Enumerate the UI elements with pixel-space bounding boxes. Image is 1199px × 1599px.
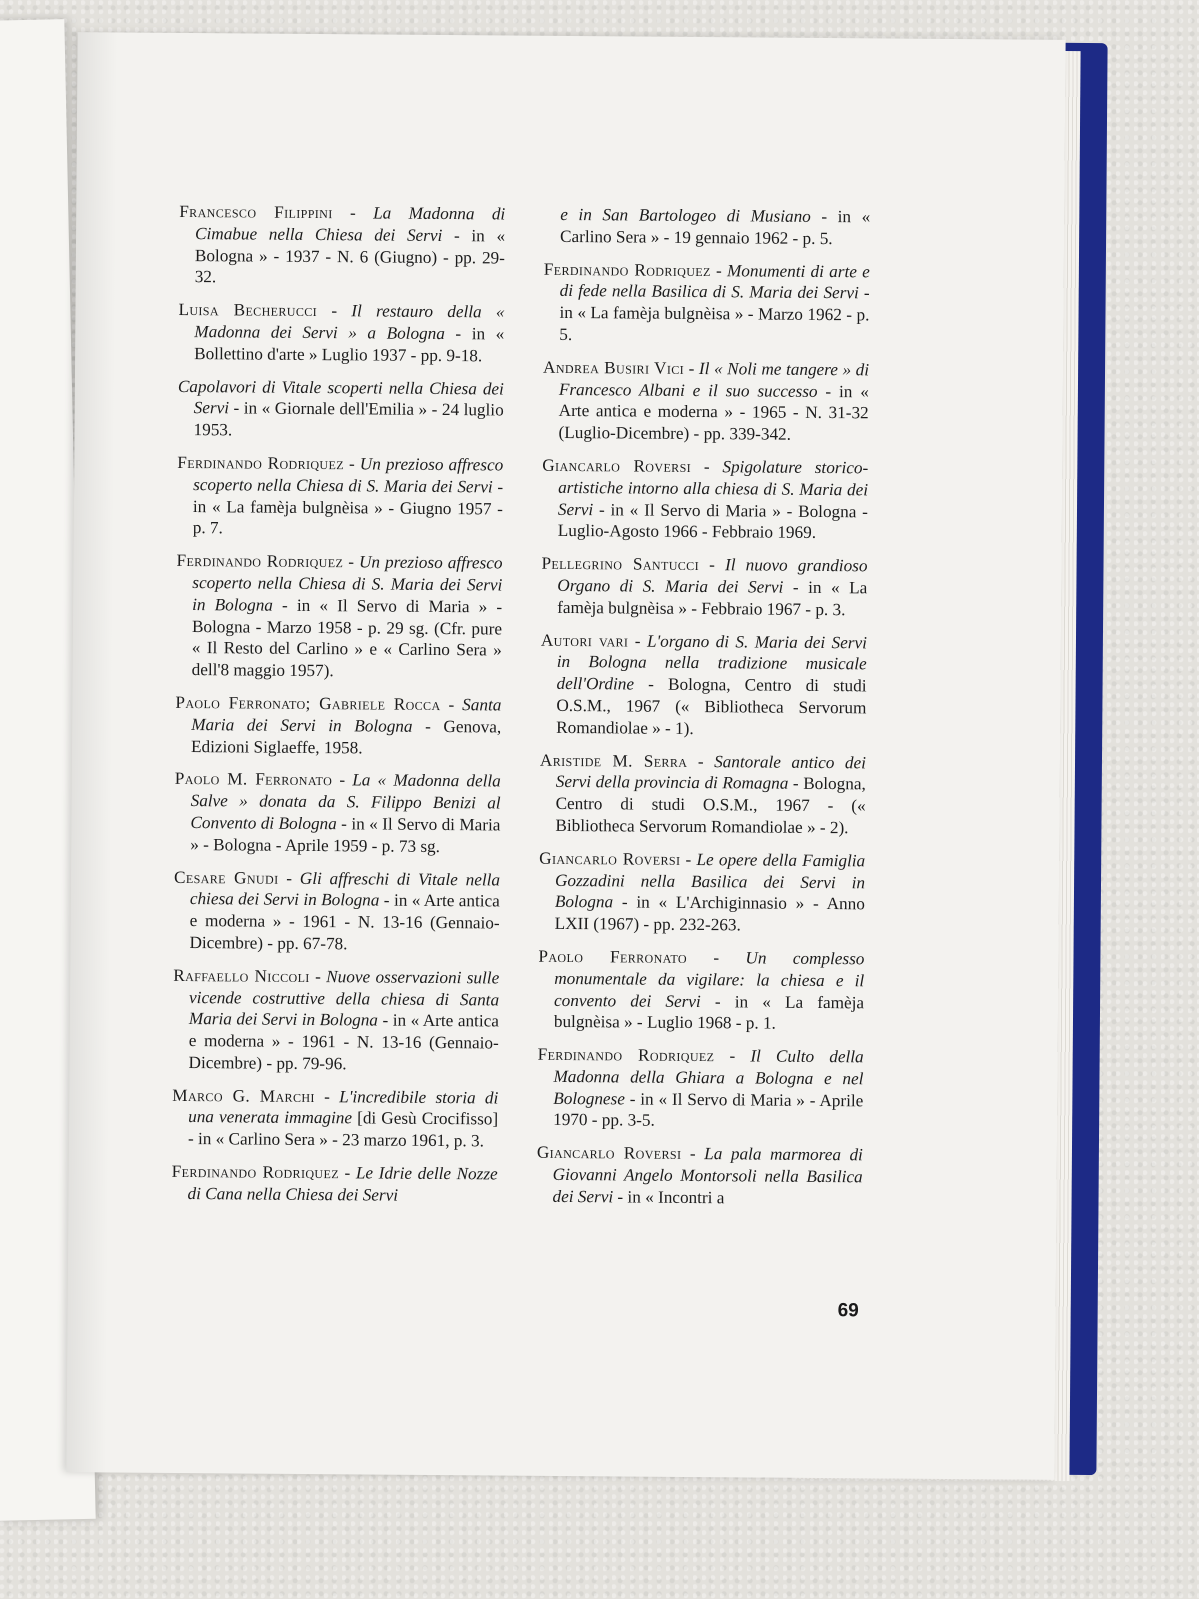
entry-title: Gli affreschi di Vitale nella chiesa dei Servi in Bologna [189, 868, 501, 910]
entry-separator: - [687, 751, 715, 771]
entry-separator: - [343, 552, 360, 572]
entry-separator: - [332, 203, 374, 223]
page-number: 69 [837, 1300, 859, 1322]
entry-details: - in « Bologna » - 1937 - N. 6 (Giugno) - pp. 29-32. [194, 225, 506, 287]
entry-author: Autori vari [540, 630, 629, 651]
bibliography-entry [539, 749, 866, 839]
entry-title: La pala marmorea di Giovanni Angelo Montorsoli nella Basilica dei Servi [552, 1144, 863, 1207]
entry-author: Cesare Gnudi [173, 867, 279, 888]
entry-details: - in « Carlino Sera » - 19 gennaio 1962 - p. 5. [560, 206, 871, 248]
entry-title: La Madonna di Cimabue nella Chiesa dei Servi [195, 203, 506, 245]
entry-separator: - [309, 966, 327, 986]
entry-author: Paolo M. Ferronato [174, 769, 333, 790]
bibliography-entry [537, 1044, 864, 1134]
entry-details: - in « Il Servo di Maria » - Bologna - Luglio-Agosto 1966 - Febbraio 1969. [557, 499, 869, 543]
entry-details: - in « L'Archiginnasio » - Anno LXII (1967) - pp. 232-263. [554, 892, 865, 935]
bibliography-entry [172, 1085, 499, 1153]
entry-separator: - [710, 260, 728, 280]
entry-details: - in « Incontri a [613, 1187, 725, 1208]
entry-details: - in « Il Servo di Maria » - Bologna - Aprile 1959 - p. 73 sg. [190, 814, 501, 856]
bibliography-entry [171, 1161, 497, 1207]
entry-title: Un complesso monumentale da vigilare: la chiesa e il convento dei Servi [554, 948, 865, 1011]
entry-title: Un prezioso affresco scoperto nella Chiesa di S. Maria dei Servi [193, 454, 504, 497]
entry-author: Ferdinando Rodriquez [171, 1161, 340, 1183]
left-column [171, 201, 505, 1218]
entry-author: Giancarlo Roversi [536, 1143, 682, 1164]
bibliography-entry [178, 299, 505, 367]
entry-details: - in « Arte antica e moderna » - 1961 - N. 13-16 (Gennaio-Dicembre) - pp. 79-96. [188, 1010, 499, 1074]
entry-title: L'incredibile storia di una venerata immagine [188, 1086, 499, 1128]
bibliography-entry [176, 550, 503, 683]
entry-author: Paolo Ferronato [538, 946, 688, 967]
entry-details: - in « Il Servo di Maria » - Aprile 1970 - pp. 3-5. [553, 1089, 864, 1131]
bibliography-entry [172, 965, 499, 1077]
entry-separator: - [343, 454, 360, 474]
continuation-entry [544, 204, 870, 250]
bibliography-entry [539, 848, 866, 938]
entry-separator: - [691, 456, 723, 477]
bibliography-entry [538, 946, 865, 1036]
entry-separator: - [317, 301, 352, 321]
bibliography-entry [540, 629, 867, 741]
entry-details: - Bologna, Centro di studi O.S.M., 1967 - (« Bibliotheca Servorum Romandiolae » - 2). [555, 774, 866, 838]
entry-author: Giancarlo Roversi [539, 848, 681, 869]
entry-author: Pellegrino Santucci [541, 553, 700, 575]
entry-author: Andrea Busiri Vici [542, 357, 685, 378]
bibliography-entry [536, 1142, 863, 1210]
entry-author: Paolo Ferronato; Gabriele Rocca [175, 692, 441, 714]
entry-details: - in « Giornale dell'Emilia » - 24 luglio 1953. [193, 398, 504, 440]
entry-title: Spigolature storico-artistiche intorno alla chiesa di S. Maria dei Servi [557, 457, 869, 519]
bibliography-entry [543, 258, 870, 348]
entry-separator: - [314, 1086, 340, 1106]
entry-separator: - [628, 631, 648, 651]
entry-author: Ferdinando Rodriquez [537, 1044, 715, 1066]
entry-title: Il nuovo grandioso Organo di S. Maria dei Servi [557, 555, 868, 597]
entry-details: - in « La famèja bulgnèisa » - Giugno 1957 - p. 7. [192, 477, 504, 538]
entry-title: Il « Noli me tangere » di Francesco Albani e il suo successo [558, 358, 870, 401]
entry-author: Giancarlo Roversi [542, 455, 692, 476]
entry-details: - in « Il Servo di Maria » - Bologna - Marzo 1958 - p. 29 sg. (Cfr. pure « Il Resto del Carlino » e « Carlino Sera » dell'8 maggio 1957). [191, 595, 503, 681]
bibliography-entry [542, 455, 869, 545]
entry-details: [di Gesù Crocifisso] - in « Carlino Sera » - 23 marzo 1961, p. 3. [187, 1108, 499, 1151]
entry-details: - in « Arte antica e moderna » - 1965 - N. 31-32 (Luglio-Dicembre) - pp. 339-342. [558, 381, 869, 444]
entry-author: Ferdinando Rodriquez [176, 551, 344, 572]
entry-title: Monumenti di arte e di fede nella Basilica di S. Maria dei Servi [559, 260, 870, 303]
entry-details: - in « La famèja bulgnèisa » - Luglio 1968 - p. 1. [553, 991, 865, 1033]
entry-author: Marco G. Marchi [172, 1085, 315, 1106]
entry-details: - in « Arte antica e moderna » - 1961 - N. 13-16 (Gennaio-Dicembre) - pp. 67-78. [189, 890, 500, 954]
bibliography-entry [179, 201, 506, 291]
right-column [536, 204, 870, 1221]
bibliography-entry [177, 376, 504, 444]
bibliography-entry [542, 357, 869, 447]
bibliography-entry [177, 452, 504, 542]
entry-separator: - [338, 1163, 356, 1183]
entry-author: Francesco Filippini [179, 201, 333, 223]
bibliography-entry [173, 866, 500, 956]
entry-details: - Bologna, Centro di studi O.S.M., 1967 (« Bibliotheca Servorum Romandiolae » - 1). [556, 674, 867, 738]
entry-separator: - [714, 1046, 751, 1066]
entry-author: Raffaello Niccoli [173, 965, 310, 986]
entry-title: e in San Bartologeo di Musiano [560, 204, 811, 226]
entry-separator: - [332, 770, 353, 790]
bibliography-entry [175, 692, 502, 760]
entry-title: Capolavori di Vitale scoperti nella Chiesa dei Servi [177, 376, 504, 418]
entry-title: Le Idrie delle Nozze di Cana nella Chiesa dei Servi [187, 1163, 498, 1205]
entry-separator: - [681, 1144, 705, 1164]
entry-details: - in « La famèja bulgnèisa » - Febbraio 1967 - p. 3. [557, 577, 868, 619]
entry-title: Il Culto della Madonna della Ghiara a Bologna e nel Bolognese [553, 1046, 864, 1109]
entry-details: - Genova, Edizioni Siglaeffe, 1958. [190, 716, 502, 757]
entry-title: Le opere della Famiglia Gozzadini nella Basilica dei Servi in Bologna [554, 849, 866, 912]
entry-separator: - [698, 555, 726, 575]
entry-details: - in « La famèja bulgnèisa » - Marzo 1962 - p. 5. [559, 283, 870, 345]
entry-separator: - [440, 694, 463, 715]
bibliography-entry [541, 553, 868, 621]
entry-separator: - [278, 868, 300, 888]
entry-author: Aristide M. Serra [539, 750, 688, 771]
entry-title: Il restauro della « Madonna dei Servi » a Bologna [194, 301, 505, 344]
entry-title: Santa Maria dei Servi in Bologna [191, 695, 502, 736]
book-page [66, 32, 1065, 1480]
entry-author: Ferdinando Rodriquez [543, 259, 711, 280]
entry-author: Ferdinando Rodriquez [177, 452, 345, 474]
entry-details: - in « Bollettino d'arte » Luglio 1937 - pp. 9-18. [194, 324, 505, 366]
entry-author: Luisa Becherucci [178, 300, 318, 321]
entry-separator: - [683, 358, 700, 378]
bibliography-entry [174, 768, 501, 858]
entry-title: Nuove osservazioni sulle vicende costruttive della chiesa di Santa Maria dei Servi in Bologna [188, 966, 500, 1030]
entry-separator: - [680, 849, 697, 869]
entry-title: La « Madonna della Salve » donata da S. Filippo Benizi al Convento di Bologna [190, 770, 501, 834]
entry-title: L'organo di S. Maria dei Servi in Bologna nella tradizione musicale dell'Ordine [556, 631, 867, 694]
entry-title: Un prezioso affresco scoperto nella Chiesa di S. Maria dei Servi in Bologna [192, 552, 503, 615]
entry-title: Santorale antico dei Servi della provincia di Romagna [555, 751, 867, 794]
entry-separator: - [686, 947, 746, 968]
